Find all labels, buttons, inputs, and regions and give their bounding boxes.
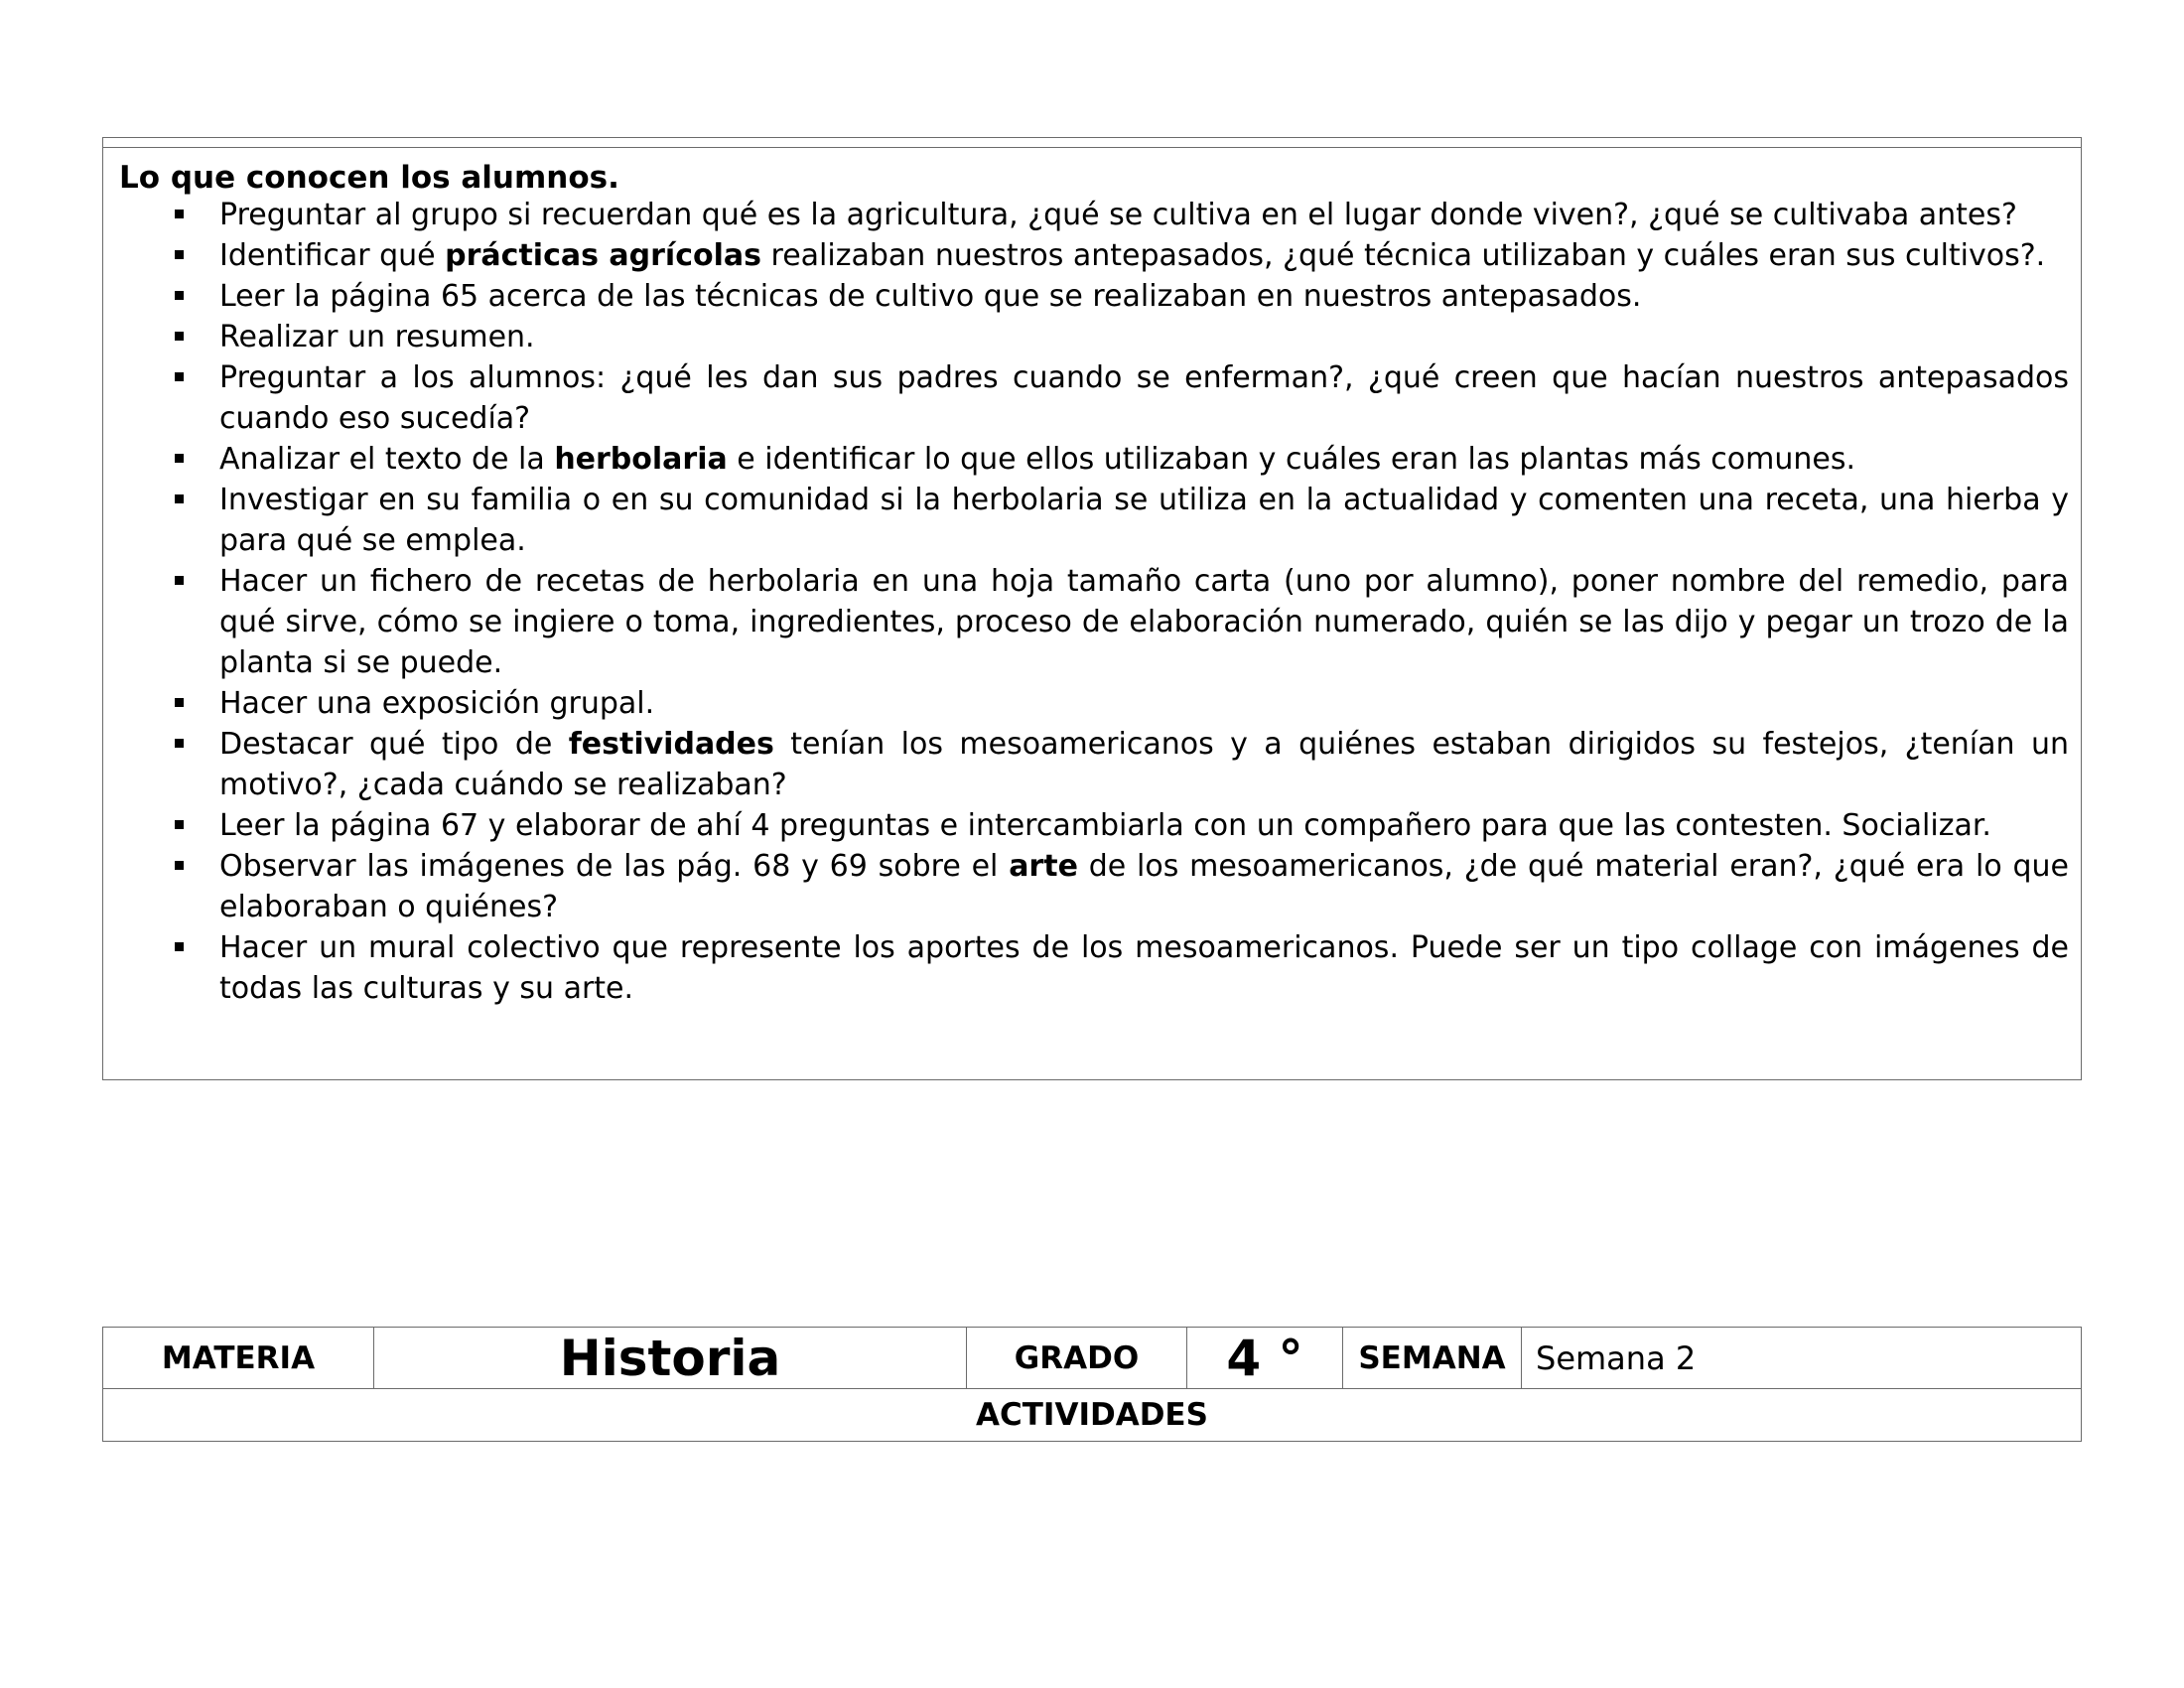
activity-text: Preguntar al grupo si recuerdan qué es la agricultura, ¿qué se cultiva en el lugar donde viven?, ¿qué se cultivaba antes?: [219, 198, 2017, 232]
activity-text: Realizar un resumen.: [219, 320, 535, 354]
activity-text: Analizar el texto de la: [219, 442, 555, 477]
activity-item: [103, 846, 2069, 927]
activity-keyword: arte: [1009, 849, 1078, 884]
square-bullet-icon: [175, 739, 184, 748]
activity-keyword: festividades: [568, 727, 774, 762]
square-bullet-icon: [175, 576, 184, 585]
materia-value: Historia: [374, 1328, 967, 1389]
activity-text: e identificar lo que ellos utilizaban y cuáles eran las plantas más comunes.: [727, 442, 1856, 477]
materia-label: MATERIA: [103, 1328, 374, 1389]
activity-list: [103, 195, 2069, 1009]
activity-item: [103, 480, 2069, 561]
activity-text: Leer la página 65 acerca de las técnicas de cultivo que se realizaban en nuestros antepasados.: [219, 279, 1642, 314]
semana-value: Semana 2: [1522, 1328, 2082, 1389]
activity-keyword: prácticas agrícolas: [445, 238, 761, 273]
activity-item: [103, 927, 2069, 1009]
square-bullet-icon: [175, 372, 184, 381]
square-bullet-icon: [175, 820, 184, 829]
activity-item: [103, 235, 2069, 276]
subject-info-row: [103, 1328, 2082, 1389]
square-bullet-icon: [175, 250, 184, 259]
box-double-rule: [103, 147, 2081, 148]
activity-item: [103, 724, 2069, 805]
square-bullet-icon: [175, 942, 184, 951]
activity-text: de los mesoamericanos, ¿de qué material eran?, ¿qué era lo que elaboraban o quiénes?: [219, 849, 2069, 924]
activity-text: Observar las imágenes de las pág. 68 y 69 sobre el: [219, 849, 1010, 884]
square-bullet-icon: [175, 698, 184, 707]
activity-text: Hacer una exposición grupal.: [219, 686, 655, 721]
semana-label: SEMANA: [1343, 1328, 1522, 1389]
activity-item: [103, 195, 2069, 235]
activity-item: [103, 317, 2069, 357]
activity-text: Hacer un mural colectivo que represente los aportes de los mesoamericanos. Puede ser un tipo collage con imágenes de todas las culturas y su arte.: [219, 930, 2069, 1006]
grado-value: 4 °: [1187, 1328, 1343, 1389]
activity-keyword: herbolaria: [554, 442, 728, 477]
activity-text: Leer la página 67 y elaborar de ahí 4 preguntas e intercambiarla con un compañero para que las contesten. Socializar.: [219, 808, 1991, 843]
activity-text: realizaban nuestros antepasados, ¿qué técnica utilizaban y cuáles eran sus cultivos?.: [760, 238, 2046, 273]
square-bullet-icon: [175, 454, 184, 463]
activity-item: [103, 561, 2069, 683]
square-bullet-icon: [175, 494, 184, 503]
activity-text: Preguntar a los alumnos: ¿qué les dan sus padres cuando se enferman?, ¿qué creen que hacían nuestros antepasados cuando eso sucedía?: [219, 360, 2069, 436]
activity-text: tenían los mesoamericanos y a quiénes estaban dirigidos su festejos, ¿tenían un motivo?, ¿cada cuándo se realizaban?: [219, 727, 2069, 802]
activity-item: [103, 276, 2069, 317]
square-bullet-icon: [175, 210, 184, 218]
actividades-label: ACTIVIDADES: [103, 1389, 2082, 1442]
section-heading: Lo que conocen los alumnos.: [119, 160, 619, 196]
activity-text: Hacer un fichero de recetas de herbolaria en una hoja tamaño carta (uno por alumno), poner nombre del remedio, para qué sirve, cómo se ingiere o toma, ingredientes, proceso de elaboración numerado, quién se las dijo y pegar un trozo de la planta si se puede.: [219, 564, 2069, 680]
activity-item: [103, 683, 2069, 724]
actividades-row: [103, 1389, 2082, 1442]
activity-item: [103, 805, 2069, 846]
activity-item: [103, 357, 2069, 439]
square-bullet-icon: [175, 291, 184, 300]
activity-item: [103, 439, 2069, 480]
activity-text: Investigar en su familia o en su comunidad si la herbolaria se utiliza en la actualidad y comenten una receta, una hierba y para qué se emplea.: [219, 483, 2069, 558]
subject-info-table: [102, 1327, 2082, 1442]
square-bullet-icon: [175, 332, 184, 341]
square-bullet-icon: [175, 861, 184, 870]
grado-label: GRADO: [967, 1328, 1187, 1389]
activity-text: Identificar qué: [219, 238, 446, 273]
knowledge-section-box: [102, 137, 2082, 1080]
activity-text: Destacar qué tipo de: [219, 727, 569, 762]
